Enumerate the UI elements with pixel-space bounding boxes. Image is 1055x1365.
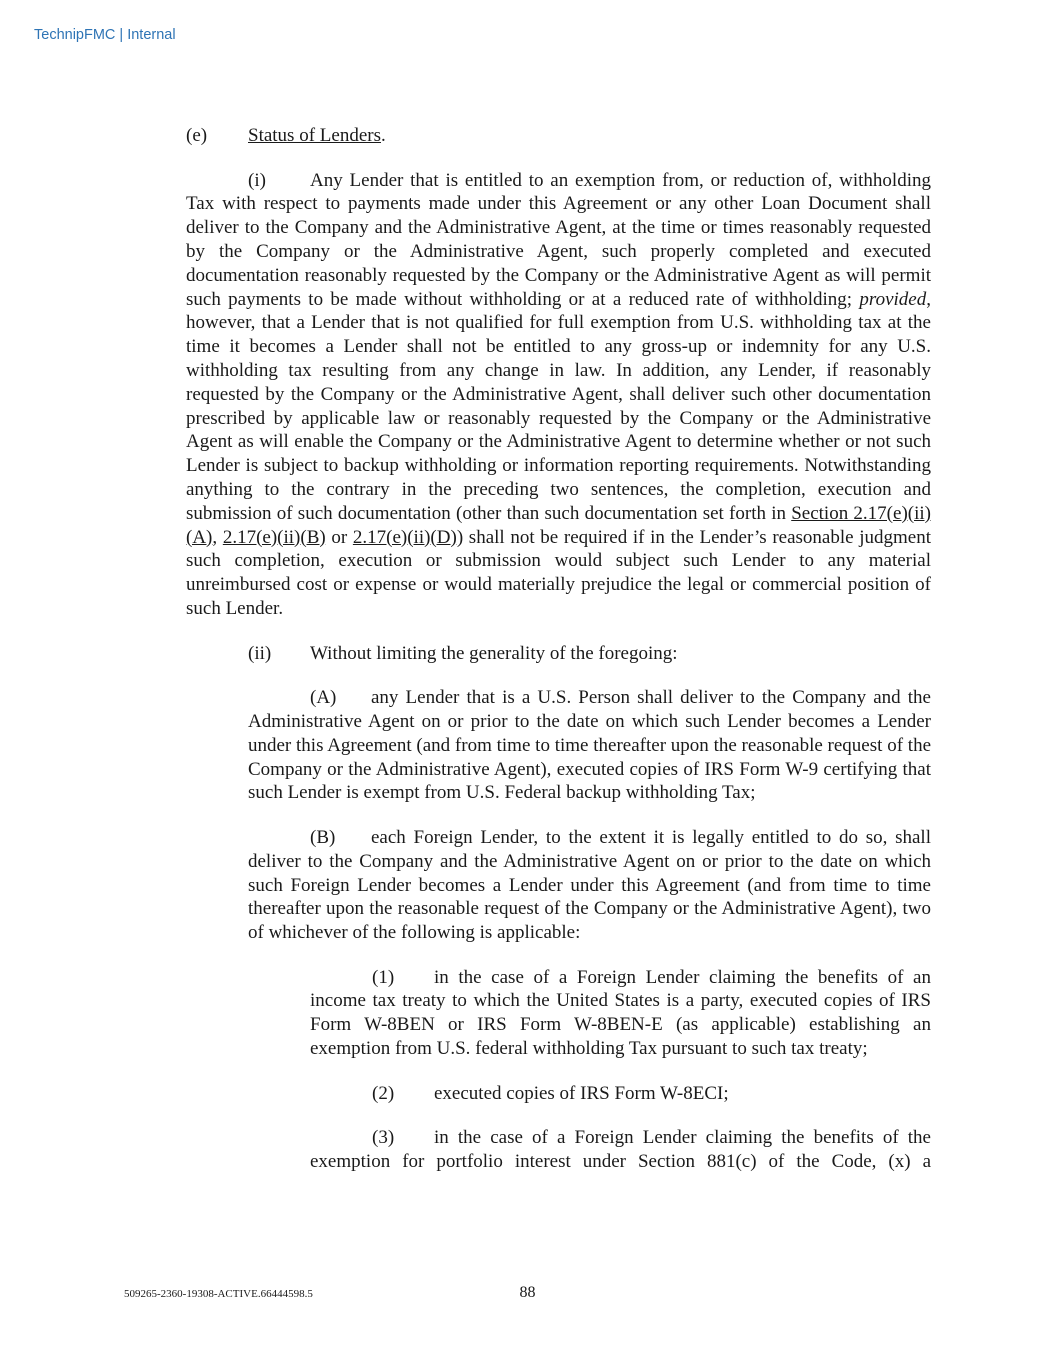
paragraph-1-label: (1) (372, 966, 395, 988)
paragraph-3-label: (3) (372, 1127, 395, 1149)
paragraph-i (186, 169, 931, 621)
paragraph-b (248, 826, 931, 945)
paragraph-i-text-a: Any Lender that is entitled to an exemption from, or reduction of, withholding Tax with respect to payments made under this Agreement or any other Loan Document shall deliver to the Company and the Administrative Agent, at the time or times reasonably requested by the Company or the Administrative Agent, such properly completed and executed documentation reasonably requested by the Company or the Administrative Agent as will permit such payments to be made without withholding or at a reduced rate of withholding; (186, 169, 931, 310)
paragraph-2 (310, 1082, 931, 1106)
document-id: 509265-2360-19308-ACTIVE.66444598.5 (124, 1288, 313, 1300)
paragraph-ii-text: Without limiting the generality of the foregoing: (310, 642, 678, 664)
paragraph-3-text: in the case of a Foreign Lender claiming the benefits of the exemption for portfolio interest under Section 881(c) of the Code, (x) a (310, 1127, 931, 1173)
section-e-heading (186, 124, 931, 148)
section-reference-d: 2.17(e)(ii)(D) (352, 526, 457, 548)
section-reference-a: Section 2.17(e)(ii)(A) (186, 502, 931, 548)
paragraph-1-text: in the case of a Foreign Lender claiming the benefits of an income tax treaty to which the United States is a party, executed copies of IRS Form W-8BEN or IRS Form W-8BEN-E (as applicable) establishing an exemption from U.S. federal withholding Tax pursuant to such tax treaty; (310, 966, 931, 1060)
paragraph-a (248, 686, 931, 805)
paragraph-b-label: (B) (310, 826, 336, 848)
section-e-title: Status of Lenders (248, 125, 381, 146)
paragraph-1 (310, 966, 931, 1061)
document-body (186, 124, 931, 1174)
paragraph-a-text: any Lender that is a U.S. Person shall deliver to the Company and the Administrative Agent on or prior to the date on which such Lender becomes a Lender under this Agreement (and from time to time thereafter upon the reasonable request of the Company or the Administrative Agent), executed copies of IRS Form W-9 certifying that such Lender is exempt from U.S. Federal backup withholding Tax; (248, 687, 931, 804)
paragraph-ii (186, 642, 931, 666)
provided-term: provided (859, 288, 927, 310)
reference-separator-2: or (325, 526, 353, 548)
classification-label: TechnipFMC | Internal (34, 27, 176, 43)
paragraph-b-text: each Foreign Lender, to the extent it is legally entitled to do so, shall deliver to the Company and the Administrative Agent on or prior to the date on which such Foreign Lender becomes a Lender under this Agreement (and from time to time thereafter upon the reasonable request of the Company or the Administrative Agent), two of whichever of the following is applicable: (248, 826, 931, 944)
paragraph-2-text: executed copies of IRS Form W-8ECI; (434, 1082, 729, 1104)
section-e-title-end: . (380, 125, 386, 146)
paragraph-i-text-b: , however, that a Lender that is not qualified for full exemption from U.S. withholding tax at the time it becomes a Lender shall not be entitled to any gross-up or indemnity for any U.S. withholding tax resulting from any change in law. In addition, any Lender, if reasonably requested by the Company or the Administrative Agent, shall deliver such other documentation prescribed by applicable law or reasonably requested by the Company or the Administrative Agent as will enable the Company or the Administrative Agent to determine whether or not such Lender is subject to backup withholding or information reporting requirements. Notwithstanding anything to the contrary in the preceding two sentences, the completion, execution and submission of such documentation (other than such documentation set forth in (186, 288, 931, 524)
paragraph-i-text-c: ) shall not be required if in the Lender’s reasonable judgment such completion, execution or submission would subject such Lender to any material unreimbursed cost or expense or would materially prejudice the legal or commercial position of such Lender. (186, 526, 932, 619)
paragraph-i-label: (i) (248, 169, 266, 191)
paragraph-a-label: (A) (310, 687, 337, 709)
reference-separator-1: , (212, 526, 223, 548)
paragraph-3 (310, 1126, 931, 1174)
paragraph-ii-label: (ii) (248, 642, 272, 664)
section-e-label: (e) (186, 125, 208, 146)
paragraph-2-label: (2) (372, 1082, 395, 1104)
section-reference-b: 2.17(e)(ii)(B) (222, 526, 326, 548)
page-number: 88 (519, 1284, 536, 1301)
